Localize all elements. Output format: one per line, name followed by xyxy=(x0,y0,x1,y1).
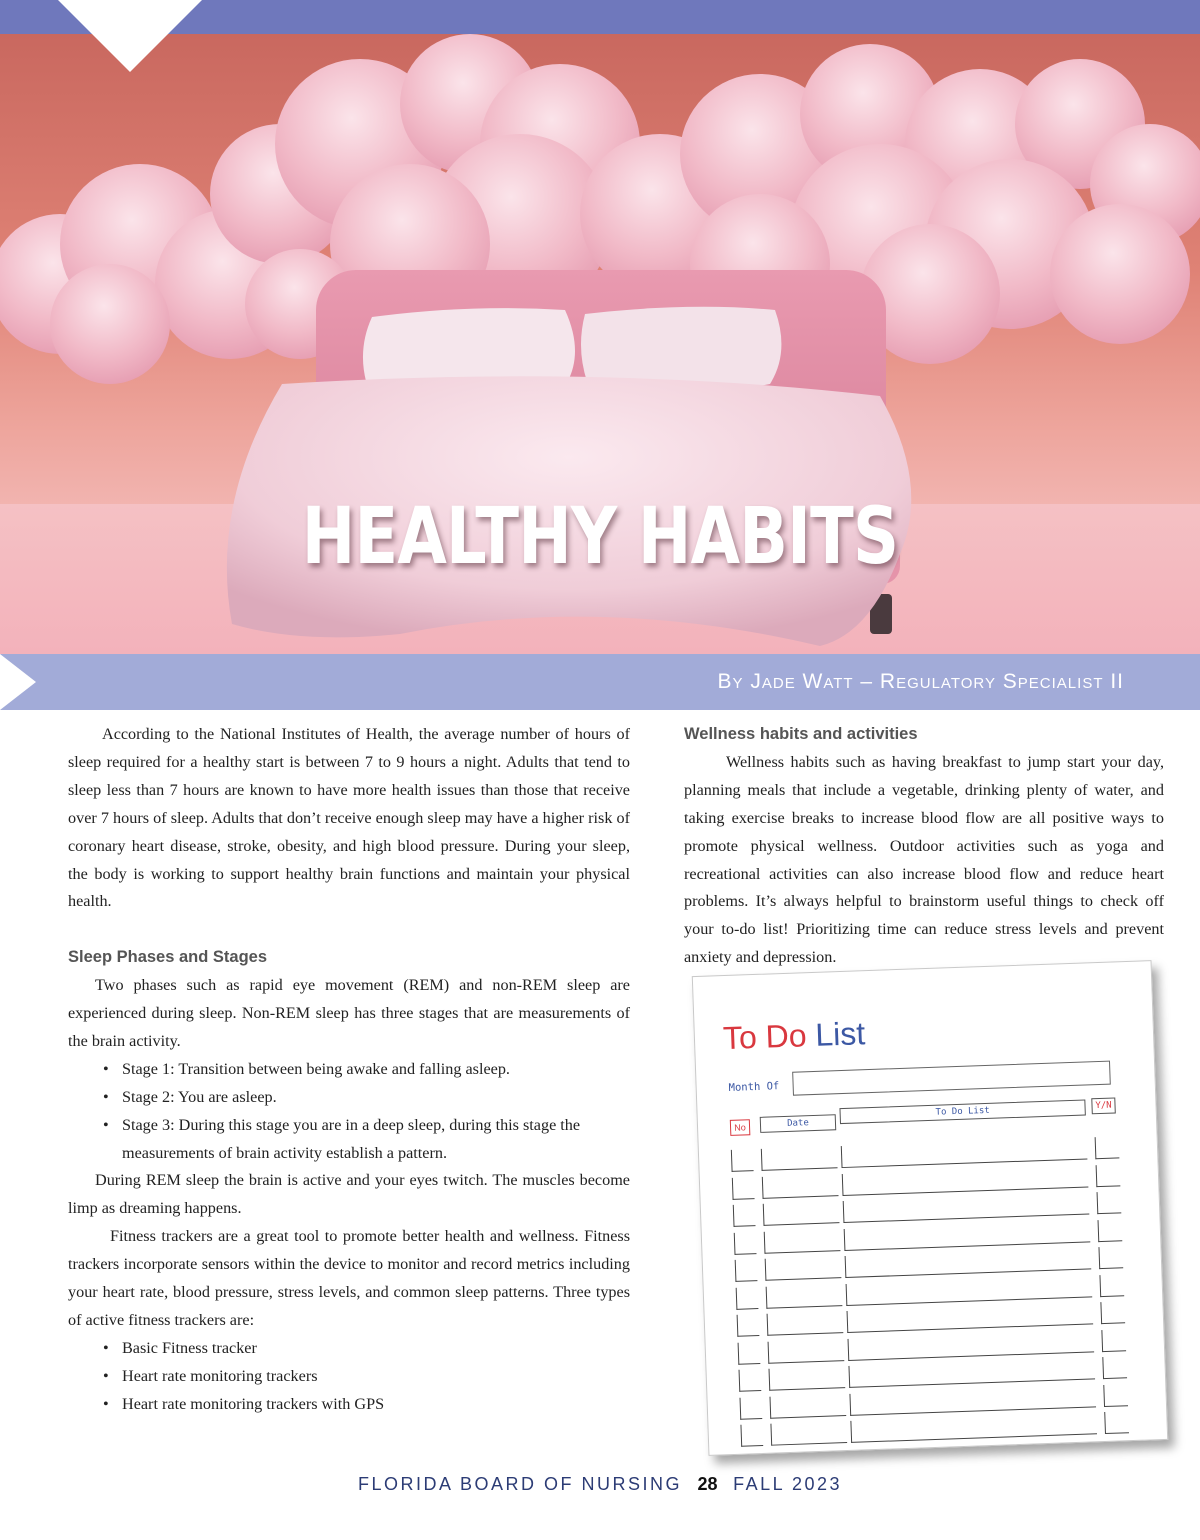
list-item: • Stage 2: You are asleep. xyxy=(103,1084,630,1112)
right-column xyxy=(684,721,1164,972)
todo-cell xyxy=(847,1302,1094,1333)
todo-cell xyxy=(733,1204,756,1227)
todo-cell xyxy=(850,1412,1097,1443)
todo-cell xyxy=(769,1394,846,1419)
fitness-trackers-list xyxy=(103,1335,630,1419)
list-item: • Heart rate monitoring trackers xyxy=(103,1363,630,1391)
todo-cell xyxy=(842,1165,1089,1196)
todo-cell xyxy=(1101,1329,1126,1352)
todo-header-yn: Y/N xyxy=(1091,1097,1116,1114)
todo-cell xyxy=(739,1396,762,1419)
hero-image xyxy=(0,34,1200,654)
todo-title-part1: To Do xyxy=(722,1017,808,1057)
todo-list-image xyxy=(692,960,1168,1456)
publication-name: FLORIDA BOARD OF NURSING xyxy=(357,1474,683,1494)
list-item: • Basic Fitness tracker xyxy=(103,1335,630,1363)
todo-cell xyxy=(1098,1246,1123,1269)
fitness-trackers-paragraph: Fitness trackers are a great tool to promote better health and wellness. Fitness trackers incorporate sensors within the device to monitor and record metrics including your heart rate, blood pressure, stress levels, and common sleep patterns. Three types of active fitness trackers are: xyxy=(68,1227,630,1330)
todo-cell xyxy=(848,1330,1095,1361)
todo-header-no: No xyxy=(730,1119,751,1136)
top-notch-decoration xyxy=(58,0,202,72)
todo-header-task: To Do List xyxy=(839,1100,1085,1125)
month-label: Month Of xyxy=(728,1080,780,1094)
todo-cell xyxy=(1097,1191,1122,1214)
todo-cell xyxy=(737,1314,760,1337)
page-number: 28 xyxy=(697,1474,718,1494)
todo-cell xyxy=(767,1311,844,1336)
todo-cell xyxy=(848,1357,1095,1388)
page-footer xyxy=(0,1474,1200,1495)
issue-label: FALL 2023 xyxy=(733,1474,842,1494)
todo-cell xyxy=(849,1385,1096,1416)
list-item: • Stage 1: Transition between being awake and falling asleep. xyxy=(103,1056,630,1084)
todo-cell xyxy=(738,1342,761,1365)
article-title: HEALTHY HABITS xyxy=(301,492,899,582)
rem-paragraph: During REM sleep the brain is active and your eyes twitch. The muscles become limp as dreaming happens. xyxy=(68,1171,630,1218)
author-byline: By Jade Watt – Regulatory Specialist II xyxy=(717,670,1124,693)
todo-title-part2: List xyxy=(814,1015,866,1053)
todo-cell xyxy=(846,1275,1093,1306)
wellness-heading: Wellness habits and activities xyxy=(684,725,918,743)
month-field xyxy=(792,1061,1111,1096)
todo-cell xyxy=(739,1369,762,1392)
todo-header-date: Date xyxy=(760,1114,837,1133)
todo-cell xyxy=(766,1284,843,1309)
todo-cell xyxy=(1104,1411,1129,1434)
todo-cell xyxy=(841,1137,1088,1168)
sleep-phases-paragraph: Two phases such as rapid eye movement (REM) and non-REM sleep are experienced during sleep. Non-REM sleep has three stages that are measurements of the brain activity. xyxy=(68,976,630,1050)
wellness-paragraph: Wellness habits such as having breakfast to jump start your day, planning meals that include a vegetable, drinking plenty of water, and taking exercise breaks to increase blood flow are all positive ways to promote physical wellness. Outdoor activities such as yoga and recreational activities can also increase blood flow and reduce heart problems. It’s always helpful to brainstorm useful things to check off your to-do list! Prioritizing time can reduce stress levels and prevent anxiety and depression. xyxy=(684,752,1164,967)
list-item: • Heart rate monitoring trackers with GPS xyxy=(103,1391,630,1419)
paragraph-spacer xyxy=(68,916,630,944)
todo-cell xyxy=(1098,1219,1123,1242)
sleep-phases-heading: Sleep Phases and Stages xyxy=(68,948,268,967)
todo-cell xyxy=(1103,1384,1128,1407)
todo-cell xyxy=(761,1146,838,1171)
todo-cell xyxy=(1095,1136,1120,1159)
todo-cell xyxy=(735,1259,758,1282)
todo-cell xyxy=(845,1247,1092,1278)
todo-cell xyxy=(764,1229,841,1254)
todo-cell xyxy=(762,1174,839,1199)
todo-cell xyxy=(843,1192,1090,1223)
todo-cell xyxy=(732,1177,755,1200)
byline-notch-decoration xyxy=(0,654,36,710)
todo-cell xyxy=(734,1232,757,1255)
todo-title xyxy=(722,1015,865,1057)
todo-cell xyxy=(1096,1164,1121,1187)
sleep-stages-list xyxy=(103,1056,630,1168)
todo-cell xyxy=(1102,1356,1127,1379)
todo-cell xyxy=(1100,1301,1125,1324)
left-column xyxy=(68,721,630,1419)
todo-cell xyxy=(768,1339,845,1364)
list-item: • Stage 3: During this stage you are in a deep sleep, during this stage the measurements of brain activity establish a pattern. xyxy=(103,1112,630,1168)
todo-cell xyxy=(769,1366,846,1391)
intro-paragraph: According to the National Institutes of Health, the average number of hours of sleep required for a healthy start is between 7 to 9 hours a night. Adults that tend to sleep less than 7 hours are known to have more health issues than those that receive over 7 hours of sleep. Adults that don’t receive enough sleep may have a higher risk of coronary heart disease, stroke, obesity, and high blood pressure. During your sleep, the body is working to support healthy brain functions and maintain your physical health. xyxy=(68,725,630,911)
todo-cell xyxy=(844,1220,1091,1251)
todo-cell xyxy=(765,1256,842,1281)
todo-cell xyxy=(731,1149,754,1172)
todo-cell xyxy=(763,1201,840,1226)
todo-cell xyxy=(770,1421,847,1446)
todo-cell xyxy=(736,1287,759,1310)
todo-cell xyxy=(1099,1274,1124,1297)
todo-cell xyxy=(740,1424,763,1447)
